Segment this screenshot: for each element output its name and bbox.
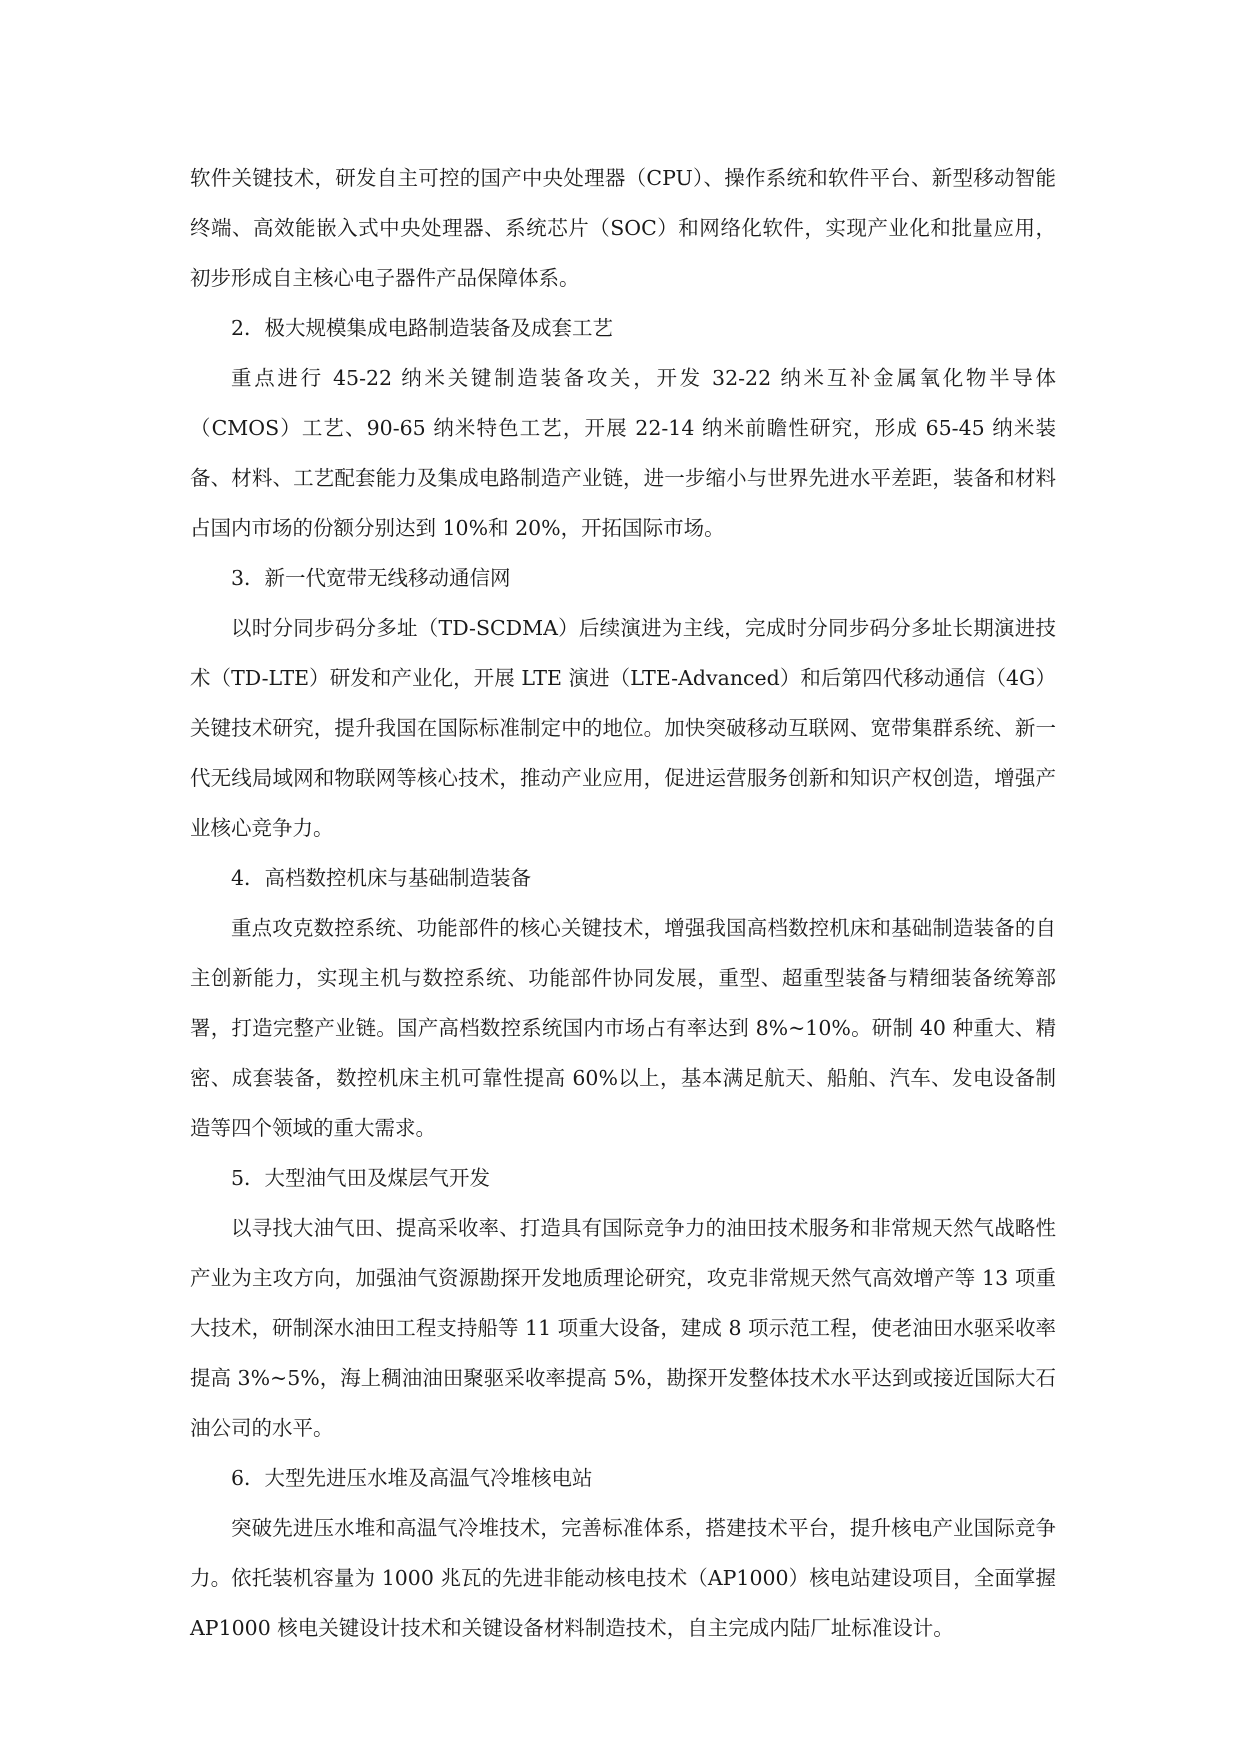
paragraph-ic-manufacturing: 重点进行 45-22 纳米关键制造装备攻关，开发 32-22 纳米互补金属氧化物半导体（CMOS）工艺、90-65 纳米特色工艺，开展 22-14 纳米前瞻性研究，形成 65-45 纳米装备、材料、工艺配套能力及集成电路制造产业链，进一步缩小与世界先进水平差距，装备和材料占国内市场的份额分别达到 10%和 20%，开拓国际市场。 [190, 366, 1056, 540]
paragraph-cnc-machine: 重点攻克数控系统、功能部件的核心关键技术，增强我国高档数控机床和基础制造装备的自主创新能力，实现主机与数控系统、功能部件协同发展，重型、超重型装备与精细装备统筹部署，打造完整产业链。国产高档数控系统国内市场占有率达到 8%~10%。研制 40 种重大、精密、成套装备，数控机床主机可靠性提高 60%以上，基本满足航天、船舶、汽车、发电设备制造等四个领域的重大需求。 [190, 916, 1056, 1140]
section-heading-4: 4．高档数控机床与基础制造装备 [231, 866, 532, 890]
paragraph-mobile-network: 以时分同步码分多址（TD-SCDMA）后续演进为主线，完成时分同步码分多址长期演进技术（TD-LTE）研发和产业化，开展 LTE 演进（LTE-Advanced）和后第四代移动通信（4G）关键技术研究，提升我国在国际标准制定中的地位。加快突破移动互联网、宽带集群系统、新一代无线局域网和物联网等核心技术，推动产业应用，促进运营服务创新和知识产权创造，增强产业核心竞争力。 [190, 616, 1056, 840]
section-heading-6: 6．大型先进压水堆及高温气冷堆核电站 [231, 1466, 593, 1490]
section-heading-5: 5．大型油气田及煤层气开发 [231, 1166, 491, 1190]
paragraph-oil-gas: 以寻找大油气田、提高采收率、打造具有国际竞争力的油田技术服务和非常规天然气战略性产业为主攻方向，加强油气资源勘探开发地质理论研究，攻克非常规天然气高效增产等 13 项重大技术，研制深水油田工程支持船等 11 项重大设备，建成 8 项示范工程，使老油田水驱采收率提高 3%~5%，海上稠油油田聚驱采收率提高 5%，勘探开发整体技术水平达到或接近国际大石油公司的水平。 [190, 1216, 1056, 1440]
paragraph-nuclear: 突破先进压水堆和高温气冷堆技术，完善标准体系，搭建技术平台，提升核电产业国际竞争力。依托装机容量为 1000 兆瓦的先进非能动核电技术（AP1000）核电站建设项目，全面掌握 AP1000 核电关键设计技术和关键设备材料制造技术，自主完成内陆厂址标准设计。 [190, 1516, 1056, 1640]
section-heading-3: 3．新一代宽带无线移动通信网 [231, 566, 511, 590]
document-body [190, 153, 1056, 1653]
paragraph-continued: 软件关键技术，研发自主可控的国产中央处理器（CPU）、操作系统和软件平台、新型移动智能终端、高效能嵌入式中央处理器、系统芯片（SOC）和网络化软件，实现产业化和批量应用，初步形成自主核心电子器件产品保障体系。 [190, 166, 1056, 290]
section-heading-2: 2．极大规模集成电路制造装备及成套工艺 [231, 316, 614, 340]
